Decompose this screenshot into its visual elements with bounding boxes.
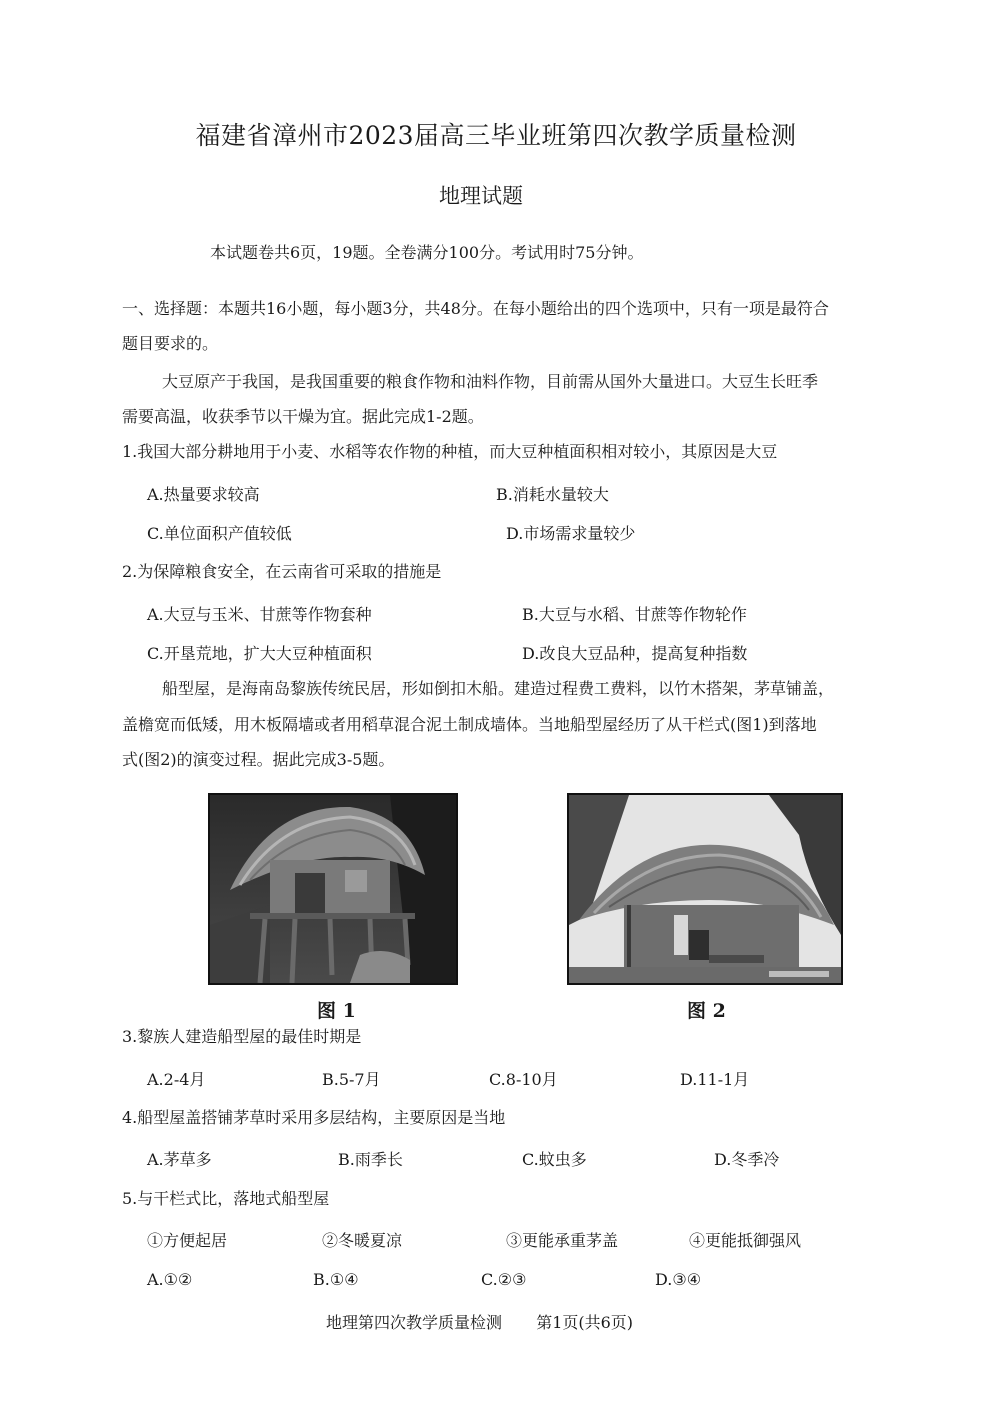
footer-text: 地理第四次教学质量检测 xyxy=(326,1313,503,1332)
question-1-option-b: B.消耗水量较大 xyxy=(496,485,609,504)
question-1-option-c: C.单位面积产值较低 xyxy=(147,524,292,543)
question-2-option-d: D.改良大豆品种，提高复种指数 xyxy=(522,644,748,663)
question-4-option-b: B.雨季长 xyxy=(338,1150,403,1169)
question-2-stem: 2.为保障粮食安全，在云南省可采取的措施是 xyxy=(122,562,442,581)
question-3-option-b: B.5-7月 xyxy=(322,1070,381,1089)
question-3-option-d: D.11-1月 xyxy=(680,1070,750,1089)
passage1-line2: 需要高温，收获季节以干燥为宜。据此完成1-2题。 xyxy=(122,407,484,426)
stilt-house-image xyxy=(210,795,456,983)
question-4-option-a: A.茅草多 xyxy=(147,1150,212,1169)
section-heading-line2: 题目要求的。 xyxy=(122,334,219,353)
figure-1-caption: 图 1 xyxy=(317,1000,356,1022)
exam-subtitle: 地理试题 xyxy=(439,184,523,208)
passage2-line2: 盖檐宽而低矮，用木板隔墙或者用稻草混合泥土制成墙体。当地船型屋经历了从干栏式(图1)到落地 xyxy=(122,715,817,734)
question-5-option-d: D.③④ xyxy=(655,1270,702,1289)
passage2-line3: 式(图2)的演变过程。据此完成3-5题。 xyxy=(122,750,395,769)
section-heading-line1: 一、选择题：本题共16小题，每小题3分，共48分。在每小题给出的四个选项中，只有一项是最符合 xyxy=(122,299,829,318)
question-1-stem: 1.我国大部分耕地用于小麦、水稻等农作物的种植，而大豆种植面积相对较小，其原因是大豆 xyxy=(122,442,778,461)
question-1-option-d: D.市场需求量较少 xyxy=(506,524,636,543)
question-5-option-b: B.①④ xyxy=(313,1270,359,1289)
ground-house-image xyxy=(569,795,841,983)
question-4-option-c: C.蚊虫多 xyxy=(522,1150,587,1169)
exam-title: 福建省漳州市2023届高三毕业班第四次教学质量检测 xyxy=(195,121,797,150)
question-2-option-b: B.大豆与水稻、甘蔗等作物轮作 xyxy=(522,605,747,624)
question-4-stem: 4.船型屋盖搭铺茅草时采用多层结构，主要原因是当地 xyxy=(122,1108,506,1127)
question-1-option-a: A.热量要求较高 xyxy=(147,485,260,504)
question-4-option-d: D.冬季冷 xyxy=(714,1150,780,1169)
question-3-stem: 3.黎族人建造船型屋的最佳时期是 xyxy=(122,1027,362,1046)
passage1-line1: 大豆原产于我国，是我国重要的粮食作物和油料作物，目前需从国外大量进口。大豆生长旺季 xyxy=(162,372,819,391)
figure-2-caption: 图 2 xyxy=(687,1000,726,1022)
question-5-option-c: C.②③ xyxy=(481,1270,527,1289)
figure-2-photo xyxy=(567,793,843,985)
footer-page-number: 第1页(共6页) xyxy=(536,1313,634,1332)
footer xyxy=(326,1310,633,1333)
question-5-stem: 5.与干栏式比，落地式船型屋 xyxy=(122,1189,330,1208)
exam-info: 本试题卷共6页，19题。全卷满分100分。考试用时75分钟。 xyxy=(210,243,644,262)
question-5-statement-2: ②冬暖夏凉 xyxy=(322,1231,403,1250)
question-5-option-a: A.①② xyxy=(147,1270,193,1289)
question-3-option-a: A.2-4月 xyxy=(147,1070,206,1089)
question-3-option-c: C.8-10月 xyxy=(489,1070,558,1089)
question-5-statement-4: ④更能抵御强风 xyxy=(689,1231,802,1250)
question-2-option-a: A.大豆与玉米、甘蔗等作物套种 xyxy=(147,605,372,624)
figure-1-photo xyxy=(208,793,458,985)
question-2-option-c: C.开垦荒地，扩大大豆种植面积 xyxy=(147,644,372,663)
question-5-statement-3: ③更能承重茅盖 xyxy=(506,1231,619,1250)
question-5-statement-1: ①方便起居 xyxy=(147,1231,228,1250)
passage2-line1: 船型屋，是海南岛黎族传统民居，形如倒扣木船。建造过程费工费料，以竹木搭架，茅草铺盖， xyxy=(162,679,835,698)
